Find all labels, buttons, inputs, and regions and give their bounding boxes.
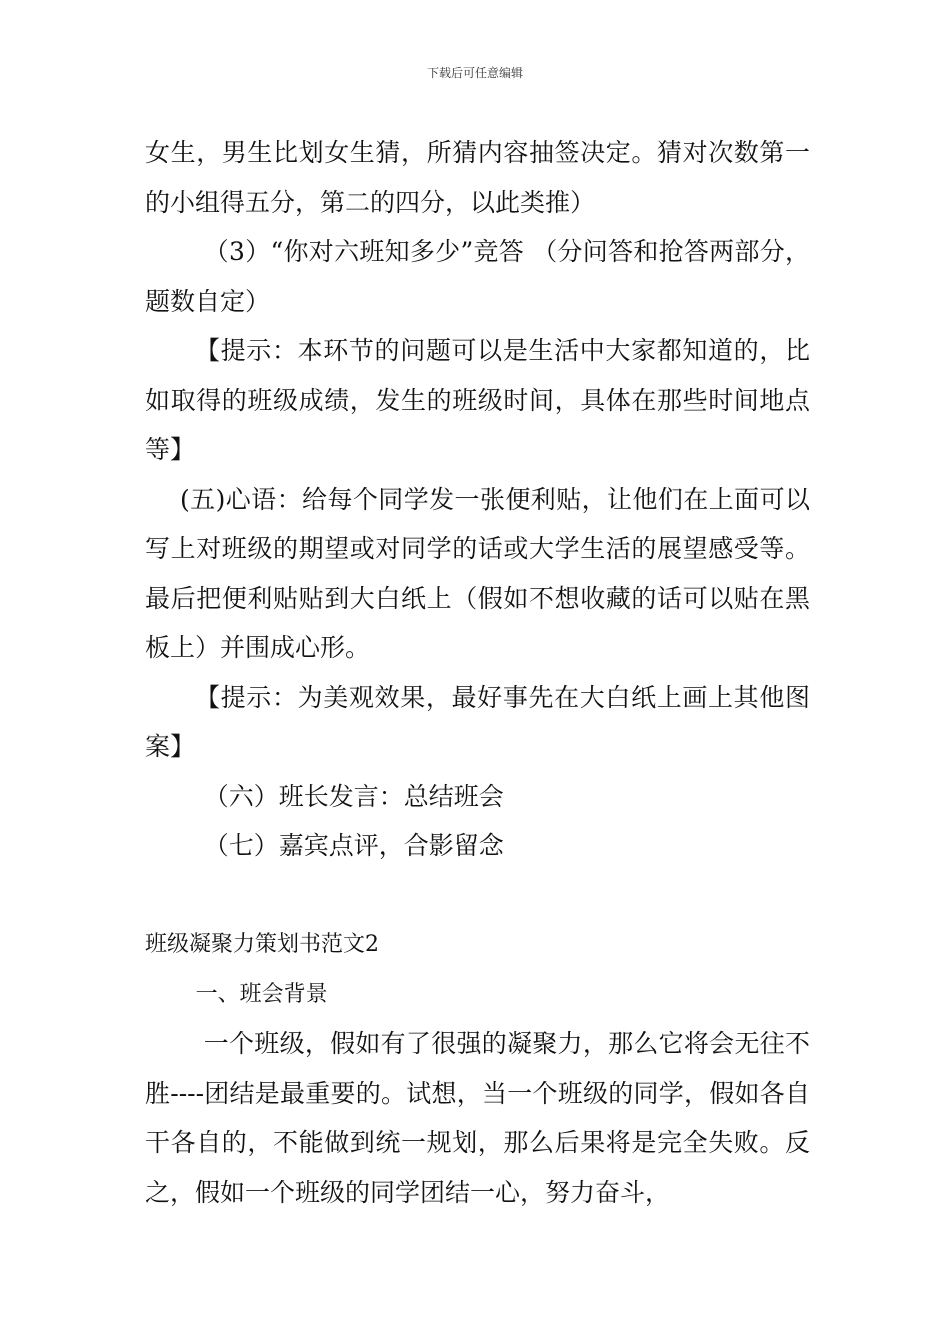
section-title: 班级凝聚力策划书范文2 xyxy=(145,932,379,957)
paragraph-quiz: （3）“你对六班知多少”竞答 （分问答和抢答两部分，题数自定） xyxy=(145,237,810,316)
paragraph-monitor-speech: （六）班长发言：总结班会 xyxy=(203,781,504,811)
paragraph-continuation: 女生，男生比划女生猜，所猜内容抽签决定。猜对次数第一的小组得五分，第二的四分，以此类推） xyxy=(145,138,810,217)
paragraph-guest-review: （七）嘉宾点评，合影留念 xyxy=(203,831,504,860)
paragraph-heart-words: (五)心语：给每个同学发一张便利贴，让他们在上面可以写上对班级的期望或对同学的话或大学生活的展望感受等。最后把便利贴贴到大白纸上（假如不想收藏的话可以贴在黑板上）并围成心形。 xyxy=(145,484,810,662)
document-body xyxy=(145,128,810,1217)
page-header: 下载后可任意编辑 xyxy=(426,66,523,80)
section-heading: 一、班会背景 xyxy=(195,981,328,1007)
section-gap xyxy=(145,871,810,921)
paragraph-background: 一个班级，假如有了很强的凝聚力，那么它将会无往不胜----团结是最重要的。试想，当一个班级的同学，假如各自干各自的，不能做到统一规划，那么后果将是完全失败。反之，假如一个班级的同学团结一心，努力奋斗， xyxy=(145,1029,810,1207)
paragraph-tip-1: 【提示：本环节的问题可以是生活中大家都知道的，比如取得的班级成绩，发生的班级时间，具体在那些时间地点等】 xyxy=(145,336,810,464)
paragraph-tip-2: 【提示：为美观效果，最好事先在大白纸上画上其他图案】 xyxy=(145,682,810,761)
